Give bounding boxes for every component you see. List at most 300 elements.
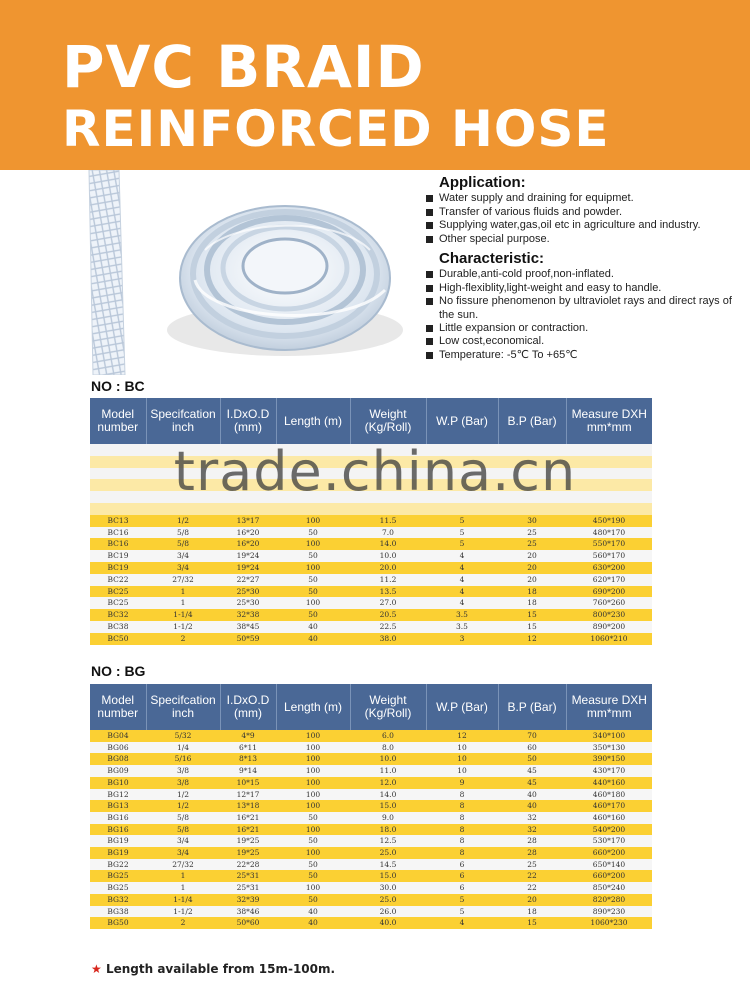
table-cell: 630*200 [566, 562, 652, 574]
table-cell: BC13 [90, 515, 146, 527]
table-cell: 1-1/4 [146, 609, 220, 621]
table-cell: BG25 [90, 870, 146, 882]
table-cell: 50*60 [220, 917, 276, 929]
col-header: Measure DXH mm*mm [566, 684, 652, 730]
table-cell: 5 [426, 538, 498, 550]
table-cell: 6*11 [220, 742, 276, 754]
table-cell: BC16 [90, 538, 146, 550]
table-cell: BG16 [90, 824, 146, 836]
table-cell: 40 [276, 917, 350, 929]
table-cell [276, 503, 350, 515]
table-cell: 6 [426, 882, 498, 894]
table-cell [146, 444, 220, 456]
table-cell: 5 [426, 894, 498, 906]
table-cell: 27/32 [146, 574, 220, 586]
table-cell: 1/2 [146, 800, 220, 812]
table-cell: 12.5 [350, 835, 426, 847]
table-cell: 16*21 [220, 812, 276, 824]
list-item: Supplying water,gas,oil etc in agriculture and industry. [425, 219, 745, 232]
table-cell: 25 [498, 538, 566, 550]
table-cell: 32*39 [220, 894, 276, 906]
table-cell: 40.0 [350, 917, 426, 929]
table-cell: 22.5 [350, 621, 426, 633]
list-item: No fissure phenomenon by ultraviolet rays and direct rays of the sun. [425, 295, 745, 322]
table-cell: 20 [498, 894, 566, 906]
table-cell: 100 [276, 824, 350, 836]
table-cell: 5/32 [146, 730, 220, 742]
table-cell: 18 [498, 597, 566, 609]
table-cell: 28 [498, 847, 566, 859]
table-cell [566, 444, 652, 456]
table-cell: 6 [426, 859, 498, 871]
table-row [90, 917, 652, 929]
table-cell: 1 [146, 597, 220, 609]
application-list [425, 192, 745, 246]
table-header-row [90, 398, 652, 444]
table-cell [90, 444, 146, 456]
col-header: Specifcation inch [146, 398, 220, 444]
table-cell: 11.2 [350, 574, 426, 586]
table-cell: 11.5 [350, 515, 426, 527]
table-cell: BG06 [90, 742, 146, 754]
table-cell [276, 468, 350, 480]
table-cell: 1-1/2 [146, 621, 220, 633]
table-cell [426, 503, 498, 515]
table-cell: 660*200 [566, 870, 652, 882]
table-cell: 22*27 [220, 574, 276, 586]
table-cell: 3/4 [146, 550, 220, 562]
bc-table-body [90, 444, 652, 645]
table-cell: 50 [276, 574, 350, 586]
table-cell: 890*200 [566, 621, 652, 633]
col-header: Weight (Kg/Roll) [350, 684, 426, 730]
table-cell: 25 [498, 527, 566, 539]
table-cell: 27.0 [350, 597, 426, 609]
list-item: High-flexiblity,light-weight and easy to handle. [425, 282, 745, 295]
table-cell: 460*180 [566, 789, 652, 801]
bc-spec-table [90, 398, 652, 645]
table-cell [146, 479, 220, 491]
table-cell: 10*15 [220, 777, 276, 789]
table-cell: 14.5 [350, 859, 426, 871]
table-cell: 820*280 [566, 894, 652, 906]
table-cell: 530*170 [566, 835, 652, 847]
table-cell [498, 503, 566, 515]
table-cell: 100 [276, 597, 350, 609]
table-cell: 9 [426, 777, 498, 789]
table-cell: 890*230 [566, 906, 652, 918]
table-row [90, 597, 652, 609]
bg-spec-table [90, 684, 652, 929]
table-cell: BC22 [90, 574, 146, 586]
table-row [90, 730, 652, 742]
table-row [90, 550, 652, 562]
table-cell: 13*17 [220, 515, 276, 527]
table-cell: 20 [498, 550, 566, 562]
table-row [90, 882, 652, 894]
table-cell: 45 [498, 765, 566, 777]
table-cell: 30 [498, 515, 566, 527]
table-cell: 8 [426, 789, 498, 801]
table-cell [276, 444, 350, 456]
table-cell: 13.5 [350, 586, 426, 598]
table-cell: 100 [276, 789, 350, 801]
table-cell: BC25 [90, 586, 146, 598]
table-cell [276, 479, 350, 491]
table-cell [220, 503, 276, 515]
table-row [90, 515, 652, 527]
table-cell: 100 [276, 777, 350, 789]
table-cell: 22*28 [220, 859, 276, 871]
table-cell: 5 [426, 527, 498, 539]
table-cell: 13*18 [220, 800, 276, 812]
table-cell: 10 [426, 742, 498, 754]
table-cell: 32*38 [220, 609, 276, 621]
table-row [90, 621, 652, 633]
table-cell: 30.0 [350, 882, 426, 894]
table-cell: 50 [276, 586, 350, 598]
table-cell: 100 [276, 538, 350, 550]
table-cell: BG16 [90, 812, 146, 824]
table-row-obscured [90, 479, 652, 491]
table-cell [350, 503, 426, 515]
table-cell: 38*46 [220, 906, 276, 918]
table-row [90, 847, 652, 859]
table-cell: 5/8 [146, 527, 220, 539]
table-cell: 5/8 [146, 538, 220, 550]
table-cell: 460*170 [566, 800, 652, 812]
table-cell: BG12 [90, 789, 146, 801]
table-row [90, 800, 652, 812]
table-cell: 28 [498, 835, 566, 847]
table-cell: 9*14 [220, 765, 276, 777]
table-cell [90, 479, 146, 491]
table-row [90, 835, 652, 847]
table-cell: 50 [276, 527, 350, 539]
table-cell [566, 456, 652, 468]
note-text: Length available from 15m-100m. [105, 962, 336, 976]
table-cell [146, 468, 220, 480]
table-cell: 10.0 [350, 753, 426, 765]
table-cell: BG04 [90, 730, 146, 742]
product-info [425, 176, 745, 368]
table-cell: 5 [426, 906, 498, 918]
table-cell: 660*200 [566, 847, 652, 859]
table-cell: 18 [498, 586, 566, 598]
col-header: Weight (Kg/Roll) [350, 398, 426, 444]
table-cell: 3/4 [146, 847, 220, 859]
table-cell: 8 [426, 800, 498, 812]
table-cell: 11.0 [350, 765, 426, 777]
table-cell: 1 [146, 586, 220, 598]
table-cell: 560*170 [566, 550, 652, 562]
table-cell: 760*260 [566, 597, 652, 609]
table-cell: 3.5 [426, 621, 498, 633]
table-cell [426, 444, 498, 456]
table-cell [566, 468, 652, 480]
table-cell: 50 [276, 812, 350, 824]
table-cell: 25.0 [350, 894, 426, 906]
table-cell: 1/2 [146, 515, 220, 527]
table-cell: 40 [276, 621, 350, 633]
table-cell: BC16 [90, 527, 146, 539]
table-cell: 25 [498, 859, 566, 871]
table-cell: 100 [276, 753, 350, 765]
table-row [90, 824, 652, 836]
table-cell: 1060*210 [566, 633, 652, 645]
col-header: W.P (Bar) [426, 398, 498, 444]
table-cell: 4 [426, 574, 498, 586]
table-cell: 25*31 [220, 882, 276, 894]
table-cell: 18 [498, 906, 566, 918]
table-row [90, 765, 652, 777]
table-cell: 22 [498, 882, 566, 894]
list-item: Low cost,economical. [425, 335, 745, 348]
table-cell [498, 456, 566, 468]
table-cell: 60 [498, 742, 566, 754]
characteristic-list [425, 268, 745, 362]
table-cell: BG22 [90, 859, 146, 871]
table-cell: 5/8 [146, 824, 220, 836]
list-item: Little expansion or contraction. [425, 322, 745, 335]
table-cell: 1-1/4 [146, 894, 220, 906]
table-cell: 3 [426, 633, 498, 645]
table-cell: 8 [426, 824, 498, 836]
table-cell: 8*13 [220, 753, 276, 765]
table-cell [220, 491, 276, 503]
table-cell: 8 [426, 847, 498, 859]
table-cell [350, 468, 426, 480]
table-cell: 100 [276, 562, 350, 574]
col-header: Model number [90, 398, 146, 444]
table-cell: BG10 [90, 777, 146, 789]
table-cell: 50 [276, 894, 350, 906]
table-cell: 20.5 [350, 609, 426, 621]
table-cell: BG08 [90, 753, 146, 765]
table-cell: 27/32 [146, 859, 220, 871]
table-cell: BC19 [90, 562, 146, 574]
table-cell: 40 [276, 906, 350, 918]
table-cell: 5 [426, 515, 498, 527]
table-cell: 19*25 [220, 835, 276, 847]
table-cell: 12*17 [220, 789, 276, 801]
table-header-row [90, 684, 652, 730]
table-cell: 390*150 [566, 753, 652, 765]
watermark: trade.china.cn [173, 440, 577, 503]
table-cell: BG19 [90, 835, 146, 847]
table-cell [220, 468, 276, 480]
table-cell: 100 [276, 765, 350, 777]
table-cell: 20 [498, 562, 566, 574]
table-cell [498, 468, 566, 480]
table-cell: 32 [498, 812, 566, 824]
table-cell [350, 491, 426, 503]
table-row [90, 538, 652, 550]
table-cell: 3/8 [146, 777, 220, 789]
table-row [90, 574, 652, 586]
table-row [90, 777, 652, 789]
table-cell: 16*20 [220, 538, 276, 550]
table-cell [146, 503, 220, 515]
table-cell: 50 [276, 609, 350, 621]
table-cell: 4 [426, 917, 498, 929]
table-row [90, 753, 652, 765]
table-cell [90, 491, 146, 503]
table-cell: 1/4 [146, 742, 220, 754]
table-cell: BC32 [90, 609, 146, 621]
table-cell: 50 [276, 870, 350, 882]
list-item: Water supply and draining for equipmet. [425, 192, 745, 205]
table-cell: 4 [426, 550, 498, 562]
table-row [90, 633, 652, 645]
col-header: Length (m) [276, 398, 350, 444]
table-cell [498, 479, 566, 491]
table-cell [90, 456, 146, 468]
table-cell [90, 503, 146, 515]
table-row-obscured [90, 468, 652, 480]
table-cell: 100 [276, 515, 350, 527]
table-row-obscured [90, 444, 652, 456]
table-cell: 25.0 [350, 847, 426, 859]
table-row [90, 870, 652, 882]
table-cell: 50 [276, 550, 350, 562]
table-row [90, 859, 652, 871]
table-cell: 8.0 [350, 742, 426, 754]
table-cell: 3.5 [426, 609, 498, 621]
table-cell: 4*9 [220, 730, 276, 742]
table-row-obscured [90, 503, 652, 515]
table-row [90, 609, 652, 621]
table-cell: 3/8 [146, 765, 220, 777]
table-row [90, 586, 652, 598]
table-cell: 40 [498, 789, 566, 801]
table-cell: 2 [146, 917, 220, 929]
table-cell: 15 [498, 609, 566, 621]
table-cell [350, 479, 426, 491]
col-header: Length (m) [276, 684, 350, 730]
table-cell: 1-1/2 [146, 906, 220, 918]
table-cell [220, 444, 276, 456]
table-cell: 19*25 [220, 847, 276, 859]
table-cell: 340*100 [566, 730, 652, 742]
table-cell [426, 456, 498, 468]
table-cell: 38*45 [220, 621, 276, 633]
table-cell: 40 [276, 633, 350, 645]
table-cell: 480*170 [566, 527, 652, 539]
application-title: Application: [439, 174, 526, 191]
table-row [90, 562, 652, 574]
table-cell: 18.0 [350, 824, 426, 836]
col-header: Specifcation inch [146, 684, 220, 730]
table-cell: 26.0 [350, 906, 426, 918]
star-icon: ★ [91, 962, 102, 976]
col-header: Measure DXH mm*mm [566, 398, 652, 444]
table-cell [220, 456, 276, 468]
table-cell: 7.0 [350, 527, 426, 539]
table-cell [566, 479, 652, 491]
bg-table-body [90, 730, 652, 929]
table-cell: 20.0 [350, 562, 426, 574]
table-row [90, 742, 652, 754]
title-line-1: PVC BRAID [62, 33, 425, 101]
table-cell: 25*31 [220, 870, 276, 882]
table-row-obscured [90, 491, 652, 503]
table-cell: 16*21 [220, 824, 276, 836]
table-cell [350, 444, 426, 456]
table-cell: 5/16 [146, 753, 220, 765]
table-cell: BC38 [90, 621, 146, 633]
table-row [90, 527, 652, 539]
table-cell: 800*230 [566, 609, 652, 621]
col-header: B.P (Bar) [498, 684, 566, 730]
table-cell: 38.0 [350, 633, 426, 645]
table-cell: 440*160 [566, 777, 652, 789]
title-line-2: REINFORCED HOSE [62, 100, 610, 158]
table-cell: 4 [426, 586, 498, 598]
table-cell: 540*200 [566, 824, 652, 836]
list-item: Transfer of various fluids and powder. [425, 206, 745, 219]
table-row [90, 906, 652, 918]
table-cell: 9.0 [350, 812, 426, 824]
table-cell: 1/2 [146, 789, 220, 801]
table-cell: 350*130 [566, 742, 652, 754]
table-cell: 8 [426, 835, 498, 847]
table-cell: 12.0 [350, 777, 426, 789]
table-cell: 100 [276, 882, 350, 894]
table-cell: 12 [426, 730, 498, 742]
table-cell: 20 [498, 574, 566, 586]
table-cell: 1 [146, 870, 220, 882]
table-row-obscured [90, 456, 652, 468]
table-cell: BG19 [90, 847, 146, 859]
table-cell [350, 456, 426, 468]
table-cell: BC50 [90, 633, 146, 645]
table-cell: 50 [276, 859, 350, 871]
col-header: I.DxO.D (mm) [220, 684, 276, 730]
hose-product-image [85, 170, 415, 375]
table-cell: 3/4 [146, 562, 220, 574]
table-cell: BG50 [90, 917, 146, 929]
table-cell: 50 [498, 753, 566, 765]
table-cell: 100 [276, 800, 350, 812]
table-cell: 14.0 [350, 538, 426, 550]
table-cell: 850*240 [566, 882, 652, 894]
col-header: B.P (Bar) [498, 398, 566, 444]
col-header: I.DxO.D (mm) [220, 398, 276, 444]
table-cell: 650*140 [566, 859, 652, 871]
table-cell: 100 [276, 742, 350, 754]
table-cell: 12 [498, 633, 566, 645]
table-cell: BC19 [90, 550, 146, 562]
table-cell: 5/8 [146, 812, 220, 824]
table-cell [566, 491, 652, 503]
table-cell: 50*59 [220, 633, 276, 645]
table-cell: 430*170 [566, 765, 652, 777]
table-cell: 16*20 [220, 527, 276, 539]
list-item: Durable,anti-cold proof,non-inflated. [425, 268, 745, 281]
table-cell: 50 [276, 835, 350, 847]
table-cell: 100 [276, 730, 350, 742]
table-cell: BG38 [90, 906, 146, 918]
table-cell: 4 [426, 562, 498, 574]
table-row [90, 894, 652, 906]
table-cell: 450*190 [566, 515, 652, 527]
col-header: Model number [90, 684, 146, 730]
table-cell: 3/4 [146, 835, 220, 847]
table-cell: 100 [276, 847, 350, 859]
list-item: Temperature: -5℃ To +65℃ [425, 349, 745, 362]
length-note [91, 962, 335, 976]
